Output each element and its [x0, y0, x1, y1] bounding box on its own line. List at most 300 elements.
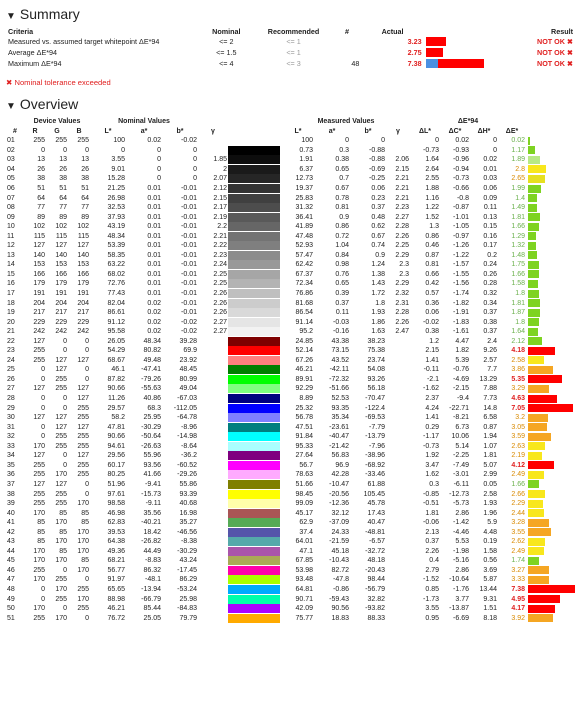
- table-cell: 0: [41, 595, 45, 603]
- de-bar: [528, 547, 544, 555]
- table-cell: [198, 547, 228, 557]
- table-cell: 21.25: [107, 185, 125, 192]
- de-bar: [528, 366, 553, 374]
- table-cell: 1.64: [511, 328, 525, 336]
- table-cell: 25.32: [295, 404, 313, 412]
- table-cell: 0.01: [147, 261, 161, 269]
- color-swatch-cell: [228, 241, 282, 251]
- summary-actual: 7.38: [407, 59, 422, 68]
- table-cell: [198, 136, 228, 146]
- table-cell: 68.3: [147, 404, 161, 412]
- table-cell: -6.57: [369, 538, 385, 546]
- color-swatch: [228, 470, 280, 479]
- de-bar-cell: [526, 308, 575, 318]
- table-cell: 68.21: [107, 557, 125, 565]
- table-row: [6, 346, 575, 356]
- table-cell: -37.09: [329, 519, 349, 527]
- overview-column-header-row: [6, 126, 575, 136]
- table-cell: 170: [77, 566, 89, 574]
- table-cell: -1.55: [453, 270, 469, 278]
- de-bar-cell: [526, 203, 575, 213]
- row-number: 16: [7, 280, 15, 288]
- table-cell: 1.92: [425, 452, 439, 460]
- table-cell: 153: [33, 261, 45, 269]
- table-cell: 86.61: [107, 309, 125, 317]
- table-cell: 255: [55, 375, 67, 383]
- table-cell: 0: [63, 452, 67, 460]
- table-cell: -30.29: [141, 423, 161, 431]
- table-cell: 0: [193, 175, 197, 183]
- de-bar-cell: [526, 384, 575, 394]
- color-swatch: [228, 575, 280, 584]
- table-cell: 32.12: [331, 509, 349, 517]
- color-swatch: [228, 184, 280, 193]
- column-header: [228, 126, 282, 136]
- table-cell: 2.27: [213, 318, 227, 326]
- table-cell: 0: [41, 375, 45, 383]
- table-cell: -32.72: [365, 547, 385, 555]
- table-cell: 0.9: [339, 213, 349, 221]
- row-number: 39: [7, 500, 15, 508]
- table-cell: 0.66: [425, 270, 439, 278]
- table-cell: [386, 508, 410, 518]
- color-swatch: [228, 165, 280, 174]
- table-cell: 217: [55, 309, 67, 317]
- de-bar: [528, 375, 562, 383]
- summary-bar-cell: [424, 58, 486, 69]
- de-bar: [528, 290, 539, 298]
- table-cell: 3.55: [511, 528, 525, 536]
- table-cell: 1.51: [483, 605, 497, 613]
- table-cell: -0.66: [453, 185, 469, 192]
- row-number: 07: [7, 194, 15, 202]
- table-cell: 127: [77, 452, 89, 460]
- table-cell: 13: [81, 156, 89, 164]
- table-cell: 0.11: [483, 204, 497, 212]
- table-cell: 0.37: [371, 204, 385, 212]
- de-bar: [528, 423, 547, 431]
- de-bar: [528, 223, 539, 231]
- table-row: [6, 394, 575, 404]
- table-cell: -0.85: [423, 490, 439, 498]
- table-cell: -0.01: [181, 242, 197, 250]
- table-cell: 1.2: [429, 337, 439, 345]
- color-swatch-cell: [228, 289, 282, 299]
- summary-bar-cell: [424, 36, 486, 47]
- color-swatch-cell: [228, 518, 282, 528]
- color-swatch: [228, 356, 280, 365]
- overview-rows: [6, 136, 575, 623]
- de-bar: [528, 519, 549, 527]
- color-swatch: [228, 595, 280, 604]
- table-cell: 0.38: [425, 328, 439, 336]
- table-cell: 1.88: [425, 185, 439, 192]
- table-row: [6, 317, 575, 327]
- table-cell: 0.02: [147, 309, 161, 317]
- table-cell: -0.01: [181, 299, 197, 307]
- table-cell: 85: [37, 528, 45, 536]
- table-cell: 91.14: [295, 318, 313, 326]
- de-bar: [528, 576, 549, 584]
- recommended-header: Recommended: [267, 26, 320, 36]
- collapse-triangle-icon[interactable]: ▼: [6, 101, 16, 112]
- table-cell: 49.04: [179, 385, 197, 393]
- table-cell: [386, 489, 410, 499]
- summary-row: [6, 36, 575, 47]
- table-cell: 79.79: [179, 614, 197, 622]
- nominal-header: Nominal: [212, 26, 241, 36]
- table-cell: 80.99: [179, 375, 197, 383]
- table-cell: 0.3: [429, 480, 439, 488]
- table-cell: 255: [55, 442, 67, 450]
- table-cell: -72.32: [329, 375, 349, 383]
- table-cell: 7.73: [483, 395, 497, 403]
- table-cell: 29.57: [107, 404, 125, 412]
- color-swatch-cell: [228, 193, 282, 203]
- table-row: [6, 403, 575, 413]
- table-cell: 2.28: [395, 223, 409, 231]
- table-cell: 38: [37, 175, 45, 183]
- table-cell: 89: [59, 213, 67, 221]
- count-bar: [426, 59, 438, 68]
- summary-criteria: Maximum ΔE*94: [8, 59, 62, 68]
- de-bar: [528, 156, 540, 164]
- table-cell: 90.66: [107, 385, 125, 393]
- table-cell: 58.2: [111, 414, 125, 422]
- table-cell: 0: [157, 156, 161, 164]
- overview-group-header-row: [6, 116, 575, 126]
- table-cell: 0.01: [147, 280, 161, 288]
- table-cell: 1.63: [371, 328, 385, 336]
- table-cell: 88.98: [107, 595, 125, 603]
- table-cell: 1.75: [511, 261, 525, 269]
- table-cell: [198, 470, 228, 480]
- table-cell: 85: [37, 538, 45, 546]
- table-cell: -0.01: [181, 261, 197, 269]
- overview-heading[interactable]: [6, 96, 78, 112]
- table-cell: -29.26: [177, 471, 197, 479]
- table-cell: 2.22: [213, 242, 227, 250]
- table-cell: 45.18: [331, 547, 349, 555]
- table-cell: 0.03: [483, 175, 497, 183]
- collapse-triangle-icon[interactable]: ▼: [6, 11, 16, 22]
- table-row: [6, 174, 575, 184]
- de-bar-cell: [526, 613, 575, 623]
- color-swatch-cell: [228, 613, 282, 623]
- table-row: [6, 222, 575, 232]
- table-cell: -7.79: [369, 423, 385, 431]
- color-swatch: [228, 614, 280, 623]
- table-cell: 255: [33, 137, 45, 145]
- de-bar: [528, 185, 541, 193]
- table-cell: 255: [77, 461, 89, 469]
- color-swatch: [228, 585, 280, 594]
- table-cell: 89.91: [295, 375, 313, 383]
- nominal-values-header: Nominal Values: [118, 117, 170, 125]
- column-header: b*: [364, 127, 372, 135]
- table-cell: -0.94: [453, 165, 469, 173]
- table-cell: 0.87: [483, 423, 497, 431]
- row-number: 30: [7, 414, 15, 422]
- table-cell: [386, 575, 410, 585]
- table-cell: 0.78: [335, 194, 349, 202]
- table-cell: 62.9: [299, 519, 313, 527]
- table-cell: 38.23: [367, 337, 385, 345]
- table-cell: 170: [55, 557, 67, 565]
- table-cell: 23.74: [367, 356, 385, 364]
- table-cell: 170: [55, 614, 67, 622]
- color-swatch: [228, 155, 280, 164]
- table-cell: 47.51: [295, 423, 313, 431]
- table-cell: 0.01: [147, 232, 161, 240]
- table-cell: 2.4: [487, 337, 497, 345]
- table-cell: [198, 537, 228, 547]
- table-cell: 61.88: [367, 480, 385, 488]
- table-cell: 255: [33, 500, 45, 508]
- table-cell: -0.88: [369, 156, 385, 164]
- table-cell: 100: [301, 137, 313, 145]
- table-cell: 41.89: [295, 223, 313, 231]
- row-number: 28: [7, 395, 15, 403]
- table-cell: -0.16: [333, 328, 349, 336]
- device-values-header: Device Values: [33, 117, 81, 125]
- table-row: [6, 193, 575, 203]
- table-cell: 0.01: [147, 290, 161, 298]
- table-row: [6, 384, 575, 394]
- table-cell: 0.11: [335, 309, 349, 317]
- table-cell: 48.18: [367, 557, 385, 565]
- row-number: 15: [7, 270, 15, 278]
- table-cell: 26.98: [107, 194, 125, 202]
- table-cell: -0.76: [453, 366, 469, 374]
- table-row: [6, 547, 575, 557]
- de-bar: [528, 480, 539, 488]
- table-cell: 242: [77, 328, 89, 336]
- table-cell: 0.65: [335, 280, 349, 288]
- table-cell: 0.7: [339, 175, 349, 183]
- table-cell: 5.07: [483, 461, 497, 469]
- table-cell: 1.8: [515, 290, 525, 298]
- table-cell: 48.45: [179, 366, 197, 374]
- color-swatch-cell: [228, 537, 282, 547]
- table-cell: -21.42: [329, 442, 349, 450]
- de-bar-cell: [526, 193, 575, 203]
- table-cell: 2.12: [213, 185, 227, 192]
- table-cell: 39.53: [107, 528, 125, 536]
- table-cell: 56.7: [299, 461, 313, 469]
- table-cell: 0: [63, 566, 67, 574]
- table-cell: -9.4: [456, 395, 469, 403]
- row-number: 04: [7, 165, 15, 173]
- table-row: [6, 356, 575, 366]
- table-cell: [198, 508, 228, 518]
- row-number: 49: [7, 595, 15, 603]
- table-cell: -26.63: [141, 442, 161, 450]
- table-cell: 0.37: [483, 309, 497, 317]
- table-cell: 102: [33, 223, 45, 231]
- table-cell: -1.17: [423, 433, 439, 441]
- table-row: [6, 556, 575, 566]
- table-cell: -40.47: [329, 433, 349, 441]
- table-cell: 0.06: [483, 185, 497, 192]
- summary-result: NOT OK ✖: [537, 37, 573, 46]
- table-cell: 2.86: [455, 509, 469, 517]
- de-bar: [528, 309, 540, 317]
- table-cell: [386, 375, 410, 385]
- color-swatch: [228, 404, 280, 413]
- summary-heading[interactable]: [6, 6, 80, 22]
- table-cell: -26.82: [141, 538, 161, 546]
- table-cell: [386, 470, 410, 480]
- row-number: 27: [7, 385, 15, 393]
- table-cell: 46.98: [107, 509, 125, 517]
- de-bar-cell: [526, 356, 575, 366]
- summary-criteria: Average ΔE*94: [8, 48, 58, 57]
- table-cell: 102: [55, 223, 67, 231]
- table-cell: -1.98: [453, 547, 469, 555]
- table-cell: 0: [193, 146, 197, 154]
- table-cell: [386, 336, 410, 346]
- table-cell: 0.56: [483, 557, 497, 565]
- table-row: [6, 470, 575, 480]
- table-row: [6, 451, 575, 461]
- table-row: [6, 279, 575, 289]
- table-cell: -1.56: [453, 280, 469, 288]
- color-swatch: [228, 566, 280, 575]
- table-cell: 85: [81, 557, 89, 565]
- de-bar-cell: [526, 270, 575, 280]
- table-cell: 0.02: [483, 156, 497, 164]
- color-swatch-cell: [228, 365, 282, 375]
- table-cell: -30.29: [177, 547, 197, 555]
- table-row: [6, 251, 575, 261]
- table-cell: 0: [63, 395, 67, 403]
- table-cell: 52.53: [331, 395, 349, 403]
- table-cell: -1.42: [453, 519, 469, 527]
- table-cell: 55.86: [179, 480, 197, 488]
- table-cell: [386, 146, 410, 156]
- table-cell: 2.58: [511, 356, 525, 364]
- table-cell: 0.01: [147, 270, 161, 278]
- actual-header: Actual: [381, 26, 404, 36]
- color-swatch-cell: [228, 184, 282, 194]
- table-cell: 54.29: [107, 347, 125, 355]
- table-cell: 89: [37, 213, 45, 221]
- table-cell: 1.72: [371, 290, 385, 298]
- de-bar-cell: [526, 146, 575, 156]
- table-cell: 2.62: [511, 538, 525, 546]
- table-cell: 2.86: [455, 566, 469, 574]
- summary-nominal: <= 1.5: [216, 48, 237, 57]
- de-bar-cell: [526, 346, 575, 356]
- table-cell: 60.17: [107, 461, 125, 469]
- row-number: 31: [7, 423, 15, 431]
- table-cell: 85: [59, 509, 67, 517]
- table-cell: 0: [41, 423, 45, 431]
- table-cell: 170: [77, 538, 89, 546]
- table-cell: 2.99: [483, 471, 497, 479]
- table-cell: 1.66: [511, 270, 525, 278]
- table-cell: 0.23: [371, 194, 385, 202]
- color-swatch-cell: [228, 336, 282, 346]
- table-cell: 1.99: [511, 185, 525, 192]
- table-cell: -69.53: [365, 414, 385, 422]
- table-cell: 0.76: [335, 270, 349, 278]
- table-cell: 255: [55, 137, 67, 145]
- table-cell: 39.28: [179, 337, 197, 345]
- table-cell: 140: [33, 251, 45, 259]
- table-cell: 16.98: [179, 509, 197, 517]
- table-cell: [198, 566, 228, 576]
- table-cell: 2.25: [213, 270, 227, 278]
- table-cell: 0.85: [425, 585, 439, 593]
- de-bar: [528, 595, 560, 603]
- de-bar-cell: [526, 165, 575, 175]
- table-cell: 73.15: [331, 347, 349, 355]
- table-cell: 0: [63, 404, 67, 412]
- table-cell: 0.06: [371, 185, 385, 192]
- table-cell: [386, 413, 410, 423]
- summary-count: 48: [351, 59, 360, 68]
- de-bar: [528, 318, 539, 326]
- table-cell: [198, 451, 228, 461]
- de-bar: [528, 404, 573, 412]
- table-cell: 26.05: [107, 337, 125, 345]
- table-cell: 93.39: [179, 490, 197, 498]
- de-bar-cell: [526, 585, 575, 595]
- row-number: 06: [7, 185, 15, 192]
- table-cell: -15.73: [141, 490, 161, 498]
- de-bar-cell: [526, 413, 575, 423]
- table-cell: 95.33: [295, 442, 313, 450]
- table-cell: 0: [41, 433, 45, 441]
- table-cell: -79.26: [141, 375, 161, 383]
- table-row: [6, 231, 575, 241]
- table-cell: 166: [55, 270, 67, 278]
- color-swatch-cell: [228, 527, 282, 537]
- de-bar: [528, 213, 540, 221]
- table-cell: [198, 575, 228, 585]
- column-header: ΔC*: [448, 127, 462, 135]
- table-cell: -68.92: [365, 461, 385, 469]
- table-cell: 0.84: [335, 251, 349, 259]
- table-row: [6, 212, 575, 222]
- table-cell: 2.26: [213, 309, 227, 317]
- color-swatch-cell: [228, 375, 282, 385]
- table-cell: [198, 413, 228, 423]
- color-swatch-cell: [228, 203, 282, 213]
- table-cell: -84.83: [177, 605, 197, 613]
- table-row: [6, 499, 575, 509]
- table-cell: 153: [55, 261, 67, 269]
- table-cell: 4.95: [511, 595, 525, 603]
- table-cell: 47.81: [107, 423, 125, 431]
- table-cell: [198, 489, 228, 499]
- table-cell: 85: [59, 547, 67, 555]
- table-cell: 229: [77, 318, 89, 326]
- table-cell: 0.02: [147, 137, 161, 145]
- table-cell: 255: [55, 385, 67, 393]
- de-bar: [528, 566, 549, 574]
- color-swatch: [228, 518, 280, 527]
- table-cell: 4.12: [511, 461, 525, 469]
- table-cell: 29.56: [107, 452, 125, 460]
- de-bar-cell: [526, 442, 575, 452]
- table-cell: 0.4: [429, 557, 439, 565]
- table-cell: 68.67: [107, 356, 125, 364]
- row-number: 33: [7, 442, 15, 450]
- table-cell: [386, 518, 410, 528]
